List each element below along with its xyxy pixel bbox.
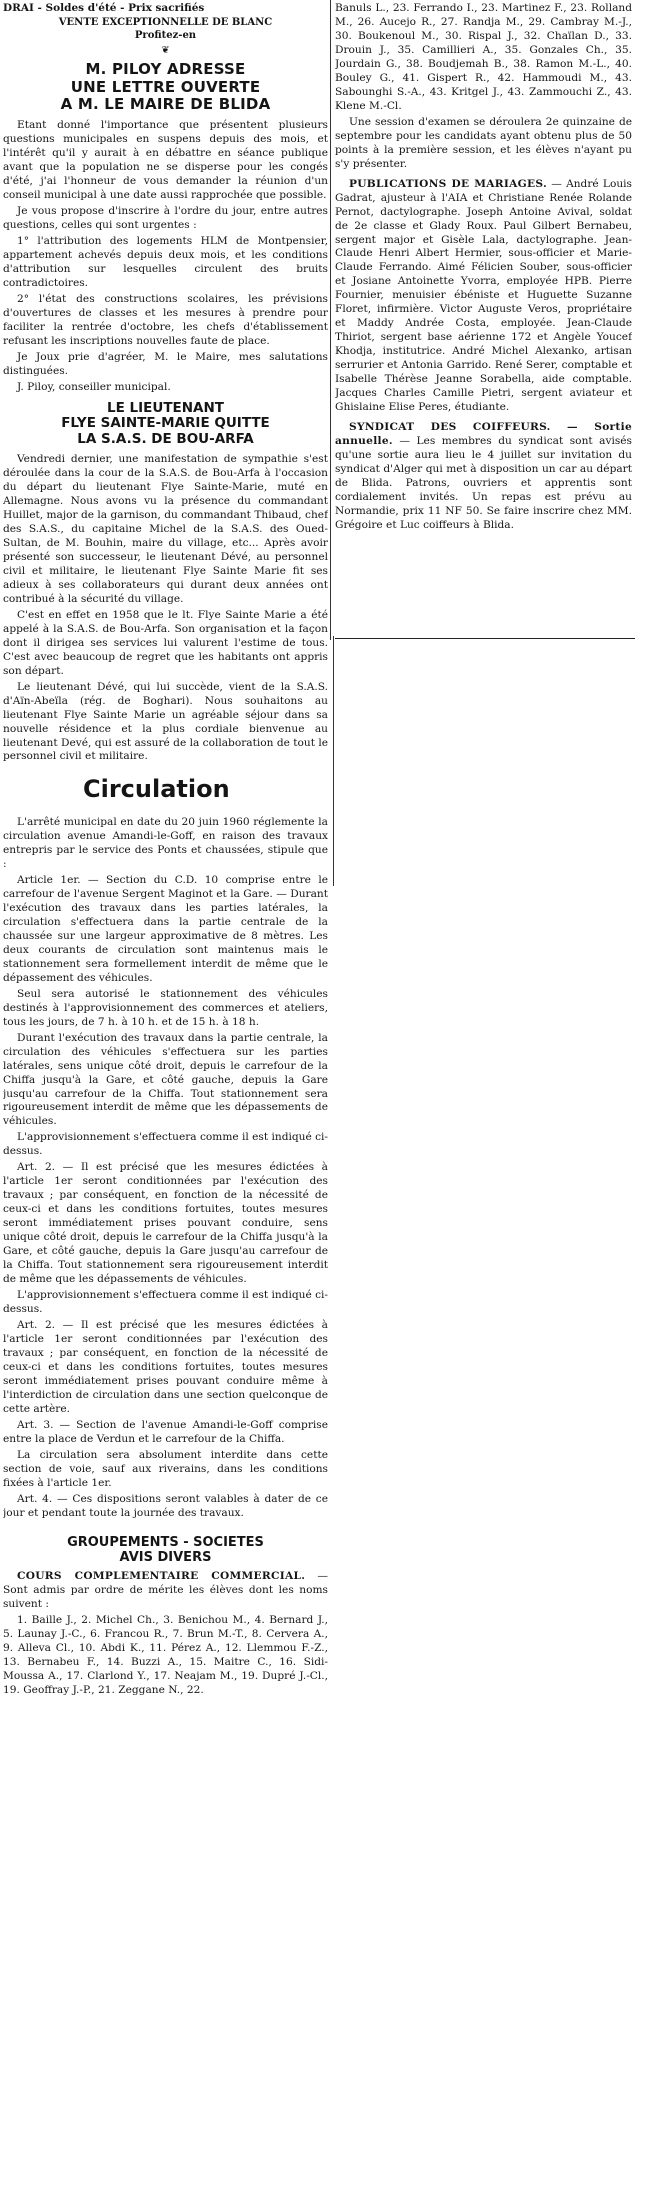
advert-line-2: VENTE EXCEPTIONNELLE DE BLANC bbox=[58, 16, 273, 28]
article-piloy bbox=[3, 61, 328, 394]
article-headline: Circulation bbox=[83, 775, 230, 804]
article-groupements bbox=[3, 1535, 328, 1698]
paragraph: Le lieutenant Dévé, qui lui succède, vient de la S.A.S. d'Aïn-Abeïla (rég. de Boghari). Nous souhaitons au lieutenant Flye Sainte Marie un agréable séjour dans sa nouvelle résidence et la plus cordiale bienvenue au lieutenant Devé, qui est assuré de la collaboration de tout le personnel civil et militaire. bbox=[3, 680, 328, 763]
article-headline bbox=[3, 1535, 328, 1566]
right-column bbox=[335, 2, 632, 722]
paragraph-lead: PUBLICATIONS DE MARIAGES. bbox=[349, 177, 547, 190]
paragraph: Vendredi dernier, une manifestation de sympathie s'est déroulée dans la cour de la S.A.S. de Bou-Arfa à l'occasion du départ du lieutenant Flye Sainte-Marie, muté en Allemagne. Nous avons vu la présence du commandant Huillet, major de la garnison, du commandant Thibaud, chef des S.A.S., du capitaine Michel de la S.A.S. des Oued-Sultan, de M. Bouhin, maire du village, etc... Après avoir présenté son successeur, le lieutenant Dévé, au personnel civil et militaire, le lieutenant Flye Sainte Marie fit ses adieux à ses collaborateurs qui durant deux années ont contribué à la sécurité du village. bbox=[3, 453, 328, 605]
headline-line: AVIS DIVERS bbox=[119, 1550, 212, 1566]
paragraph: 1. Baille J., 2. Michel Ch., 3. Benichou M., 4. Bernard J., 5. Launay J.-C., 6. Francou R., 7. Brun M.-T., 8. Cervera A., 9. Alleva Cl., 10. Abdi K., 11. Pérez A., 12. Llemmou F.-Z., 13. Bernabeu F., 14. Buzzi A., 15. Maitre C., 16. Sidi-Moussa A., 17. Clarlond Y., 17. Neajam M., 19. Dupré J.-Cl., 19. Geoffray J.-P., 21. Zeggane N., 22. bbox=[3, 1613, 328, 1696]
paragraph bbox=[335, 178, 632, 415]
paragraph-lead: SYNDICAT DES COIFFEURS. — Sortie annuelle. bbox=[335, 421, 632, 448]
signature: J. Piloy, conseiller municipal. bbox=[17, 380, 171, 393]
headline-line: LA S.A.S. DE BOU-ARFA bbox=[77, 430, 254, 447]
paragraph: Durant l'exécution des travaux dans la partie centrale, la circulation des véhicules s'effectuera sur les parties latérales, sens unique côté droit, depuis le carrefour de la Chiffa jusqu'à la Gare, et côté gauche, depuis la Gare jusqu'au carrefour de la Chiffa. Tout stationnement sera rigoureusement interdit de même que les dépassements de véhicules. bbox=[3, 1031, 328, 1128]
paragraph-body: — Les membres du syndicat sont avisés qu'une sortie aura lieu le 4 juillet sur invitation du syndicat d'Alger qui met à disposition un car au départ de Blida. Patrons, ouvriers et apprentis sont cordialement invités. Un repas est prévu au Normandie, prix 11 NF 50. Se faire inscrire chez MM. Grégoire et Luc coiffeurs à Blida. bbox=[335, 435, 632, 531]
paragraph bbox=[3, 1570, 328, 1612]
paragraph: 2° l'état des constructions scolaires, les prévisions d'ouvertures de classes et les mesures à prendre pour faciliter la rentrée d'octobre, les chefs d'établissement refusant les inscriptions nouvelles faute de place. bbox=[3, 292, 328, 347]
paragraph bbox=[335, 421, 632, 533]
paragraph: Seul sera autorisé le stationnement des véhicules destinés à l'approvisionnement des commerces et ateliers, tous les jours, de 7 h. à 10 h. et de 15 h. à 18 h. bbox=[3, 987, 328, 1028]
paragraph: 1° l'attribution des logements HLM de Montpensier, appartement achevés depuis deux mois, et les conditions d'attribution sur lesquelles circulent des bruits contradictoires. bbox=[3, 234, 328, 289]
advert-strip bbox=[3, 2, 328, 57]
article-headline bbox=[3, 401, 328, 448]
paragraph: Article 1er. — Section du C.D. 10 comprise entre le carrefour de l'avenue Sergent Maginot et la Gare. — Durant l'exécution des travaux dans les parties latérales, la circulation s'effectuera dans la partie centrale de la chaussée sur une largeur approximative de 8 mètres. Les deux courants de circulation sont maintenus mais le stationnement sera formellement interdit de même que le dépassement des véhicules. bbox=[3, 873, 328, 984]
left-column bbox=[3, 2, 328, 2152]
paragraph: Art. 2. — Il est précisé que les mesures édictées à l'article 1er seront conditionnées par l'exécution des travaux ; par conséquent, en fonction de la nécessité de ceux-ci et dans les conditions fortuites, toutes mesures seront immédiatement prises pouvant conduire, sens unique côté droit, depuis le carrefour de la Chiffa jusqu'à la Gare, et côté gauche, depuis la Gare jusqu'au carrefour de la Chiffa. Tout stationnement sera rigoureusement interdit de même que les dépassements de véhicules. bbox=[3, 1161, 328, 1286]
article-circulation bbox=[3, 774, 328, 1520]
paragraph: Etant donné l'importance que présentent plusieurs questions municipales en suspens depuis des mois, et l'intérêt qu'il y aurait à en débattre en séance publique avant que la population ne se disperse pour les congés d'été, j'ai l'honneur de vous demander la réunion d'un conseil municipal à une date aussi rapprochée que possible. bbox=[3, 119, 328, 202]
advert-line: DRAI - Soldes d'été - Prix sacrifiés bbox=[3, 2, 205, 14]
paragraph: Art. 4. — Ces dispositions seront valables à dater de ce jour et pendant toute la journée des travaux. bbox=[3, 1492, 328, 1519]
paragraph: C'est en effet en 1958 que le lt. Flye Sainte Marie a été appelé à la S.A.S. de Bou-Arfa. Son organisation et la façon dont il dirigea ses services lui valurent l'estime de tous. C'est avec beaucoup de regret que les habitants ont appris son départ. bbox=[3, 608, 328, 677]
paragraph: L'approvisionnement s'effectuera comme il est indiqué ci-dessus. bbox=[3, 1289, 328, 1316]
article-headline bbox=[3, 61, 328, 113]
paragraph-body: — André Louis Gadrat, ajusteur à l'AIA et Christiane Renée Rolande Pernot, dactylographe. Joseph Antoine Avival, soldat de 2e classe et Glady Roux. Paul Gilbert Bernabeu, sergent major et Gisèle Lala, dactylographe. Jean-Claude Henri Albert Hermier, sous-officier et Marie-Claude Ferrando. Aimé Félicien Souber, sous-officier et Josiane Antoinette Yvorra, employée HPB. Pierre Fournier, menuisier ébéniste et Huguette Suzanne Floret, infirmière. Victor Auguste Veros, propriétaire et Maddy Andrée Costa, employée. Jean-Claude Thiriot, sergent base aérienne 172 et Angèle Youcef Khodja, institutrice. André Michel Alexanko, artisan serrurier et Antonia Garrido. René Serer, comptable et Isabelle Thérèse Jeanne Sorabella, aide comptable. Jacques Charles Camille Pietri, sergent aviateur et Ghislaine Elise Peres, étudiante. bbox=[335, 177, 632, 414]
paragraph: Je Joux prie d'agréer, M. le Maire, mes salutations distinguées. bbox=[3, 350, 328, 377]
paragraph: Une session d'examen se déroulera 2e quinzaine de septembre pour les candidats ayant obtenu plus de 50 points à la première session, et les élèves n'ayant pu s'y présenter. bbox=[335, 115, 632, 170]
paragraph: Je vous propose d'inscrire à l'ordre du jour, entre autres questions, celles qui sont urgentes : bbox=[3, 204, 328, 231]
ornament-icon: ❦ bbox=[161, 45, 170, 57]
paragraph: L'arrêté municipal en date du 20 juin 1960 réglemente la circulation avenue Amandi-le-Goff, en raison des travaux entrepris par le service des Ponts et chaussées, stipule que : bbox=[3, 816, 328, 871]
paragraph-lead: COURS COMPLEMENTAIRE COMMERCIAL. bbox=[17, 1569, 306, 1582]
column-divider-lower bbox=[333, 636, 334, 886]
paragraph: L'approvisionnement s'effectuera comme il est indiqué ci-dessus. bbox=[3, 1131, 328, 1158]
article-flye bbox=[3, 401, 328, 765]
headline-line: A M. LE MAIRE DE BLIDA bbox=[60, 94, 271, 113]
headline-line: FLYE SAINTE-MARIE QUITTE bbox=[61, 415, 270, 432]
headline-line: M. PILOY ADRESSE bbox=[85, 60, 246, 79]
paragraph: Banuls L., 23. Ferrando I., 23. Martinez F., 23. Rolland M., 26. Aucejo R., 27. Randja M., 29. Cambray M.-J., 30. Boukenoul M., 30. Rispal J., 32. Chaïlan D., 33. Drouin J., 35. Camillieri A., 35. Gonzales Ch., 35. Jourdain G., 38. Boudjemah B., 38. Ramon M.-L., 40. Bouley G., 41. Gispert R., 42. Hammoudi M., 43. Sabounghi S.-A., 43. Kritgel J., 43. Zammouchi Z., 43. Klene M.-Cl. bbox=[335, 2, 632, 112]
paragraph: Art. 2. — Il est précisé que les mesures édictées à l'article 1er seront conditionnées par l'exécution des travaux ; par conséquent, en fonction de la nécessité de ceux-ci et dans les conditions fortuites, toutes mesures seront immédiatement prises pouvant conduire même à l'interdiction de circulation dans une section quelconque de cette artère. bbox=[3, 1319, 328, 1415]
paragraph: La circulation sera absolument interdite dans cette section de voie, sauf aux riverains, dans les conditions fixées à l'article 1er. bbox=[3, 1448, 328, 1489]
paragraph: Art. 3. — Section de l'avenue Amandi-le-Goff comprise entre la place de Verdun et le carrefour de la Chiffa. bbox=[3, 1418, 328, 1445]
headline-line: UNE LETTRE OUVERTE bbox=[70, 77, 261, 96]
headline-line: LE LIEUTENANT bbox=[106, 399, 225, 416]
advert-line-3: Profitez-en bbox=[134, 30, 197, 42]
paragraph-body: — Sont admis par ordre de mérite les élèves dont les noms suivent : bbox=[3, 1569, 328, 1610]
column-divider bbox=[330, 0, 331, 640]
headline-line: GROUPEMENTS - SOCIETES bbox=[67, 1534, 264, 1550]
